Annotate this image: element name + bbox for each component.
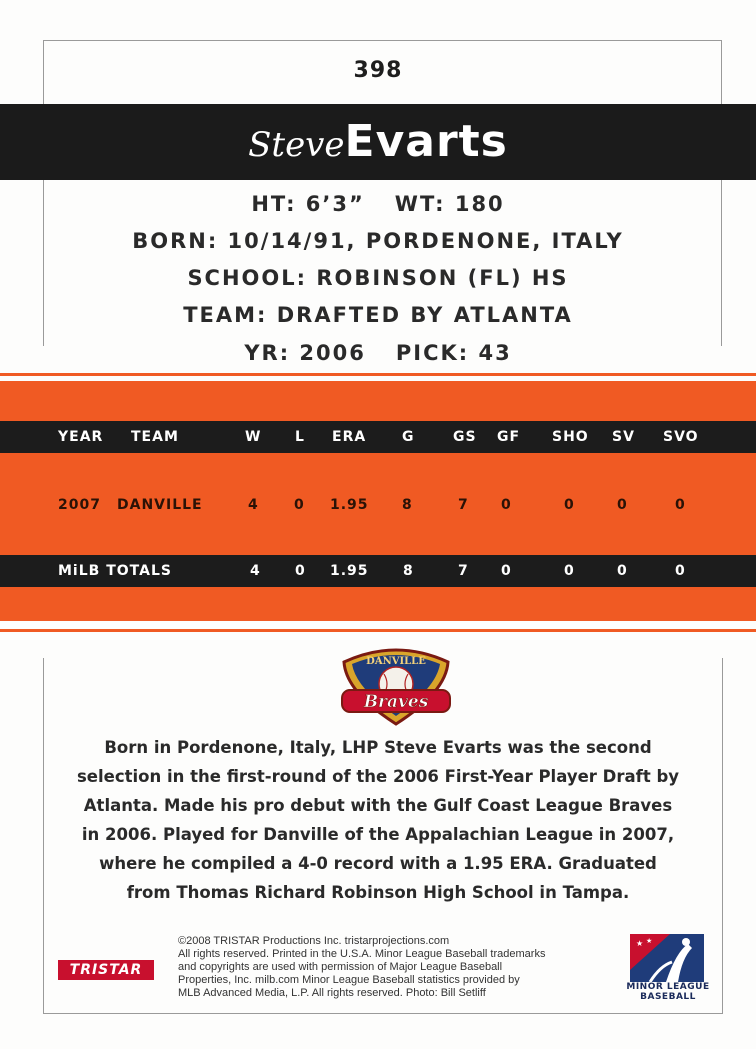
- logo-script-text: Braves: [363, 692, 429, 712]
- svg-text:★: ★: [636, 939, 644, 948]
- bio-line: from Thomas Richard Robinson High School in Tampa.: [126, 883, 630, 902]
- totals-sv: 0: [617, 563, 628, 579]
- legal-line: and copyrights are used with permission of Major League Baseball: [178, 961, 503, 973]
- frame-top-line: [43, 40, 721, 41]
- header-gf: GF: [497, 429, 521, 445]
- row-gf: 0: [501, 497, 512, 513]
- draft-year-text: YR: 2006: [244, 341, 366, 365]
- header-year: YEAR: [58, 429, 104, 445]
- player-name: [0, 116, 756, 167]
- header-era: ERA: [332, 429, 367, 445]
- bio-line: in 2006. Played for Danville of the Appalachian League in 2007,: [81, 825, 675, 844]
- header-l: L: [295, 429, 305, 445]
- legal-line: All rights reserved. Printed in the U.S.A. Minor League Baseball trademarks: [178, 948, 546, 960]
- header-sho: SHO: [552, 429, 589, 445]
- totals-gf: 0: [501, 563, 512, 579]
- card-number: 398: [353, 58, 403, 83]
- logo-top-text: DANVILLE: [366, 656, 426, 667]
- row-g: 8: [402, 497, 413, 513]
- row-team: DANVILLE: [117, 497, 203, 513]
- totals-svo: 0: [675, 563, 686, 579]
- totals-gs: 7: [458, 563, 469, 579]
- frame-bottom-line: [43, 1013, 723, 1014]
- header-svo: SVO: [663, 429, 699, 445]
- stats-header-row: [0, 421, 756, 453]
- danville-braves-logo-icon: [336, 644, 456, 732]
- draft-line: [0, 341, 756, 365]
- row-w: 4: [248, 497, 259, 513]
- row-svo: 0: [675, 497, 686, 513]
- bio-line: where he compiled a 4-0 record with a 1.95 ERA. Graduated: [99, 854, 657, 873]
- team-text: TEAM: DRAFTED BY ATLANTA: [183, 303, 573, 327]
- totals-label: MiLB TOTALS: [58, 563, 172, 579]
- legal-line: ©2008 TRISTAR Productions Inc. tristarprojections.com: [178, 935, 450, 947]
- header-gs: GS: [453, 429, 477, 445]
- row-sho: 0: [564, 497, 575, 513]
- header-sv: SV: [612, 429, 635, 445]
- totals-g: 8: [403, 563, 414, 579]
- milb-line1: MINOR LEAGUE: [626, 982, 710, 992]
- row-era: 1.95: [330, 497, 369, 513]
- draft-pick-text: PICK: 43: [395, 341, 512, 365]
- row-year: 2007: [58, 497, 101, 513]
- header-g: G: [402, 429, 415, 445]
- bio-line: Atlanta. Made his pro debut with the Gulf Coast League Braves: [83, 796, 673, 815]
- totals-l: 0: [295, 563, 306, 579]
- player-first-name: Steve: [248, 125, 345, 165]
- svg-text:★: ★: [646, 937, 653, 945]
- legal-line: MLB Advanced Media, L.P. All rights reserved. Photo: Bill Setliff: [178, 987, 486, 999]
- row-l: 0: [294, 497, 305, 513]
- totals-era: 1.95: [330, 563, 369, 579]
- row-gs: 7: [458, 497, 469, 513]
- player-last-name: Evarts: [344, 116, 508, 167]
- tristar-logo: TRISTAR: [58, 960, 154, 980]
- legal-line: Properties, Inc. milb.com Minor League Baseball statistics provided by: [178, 974, 520, 986]
- player-bio: [40, 733, 716, 907]
- header-team: TEAM: [131, 429, 179, 445]
- legal-text: [178, 935, 618, 1000]
- born-text: BORN: 10/14/91, PORDENONE, ITALY: [132, 229, 624, 253]
- bio-line: Born in Pordenone, Italy, LHP Steve Evarts was the second: [104, 738, 652, 757]
- stats-top-stripe: [0, 373, 756, 376]
- row-sv: 0: [617, 497, 628, 513]
- height-weight-line: [0, 192, 756, 216]
- frame-right-line-lower: [722, 658, 723, 1014]
- header-w: W: [245, 429, 262, 445]
- height-text: HT: 6’3”: [251, 192, 365, 216]
- weight-text: WT: 180: [394, 192, 505, 216]
- totals-w: 4: [250, 563, 261, 579]
- school-text: SCHOOL: ROBINSON (FL) HS: [187, 266, 569, 290]
- milb-logo-text: [618, 982, 718, 1002]
- bio-line: selection in the first-round of the 2006 First-Year Player Draft by: [76, 767, 680, 786]
- milb-line2: BASEBALL: [640, 992, 696, 1002]
- totals-sho: 0: [564, 563, 575, 579]
- stats-bottom-stripe: [0, 629, 756, 632]
